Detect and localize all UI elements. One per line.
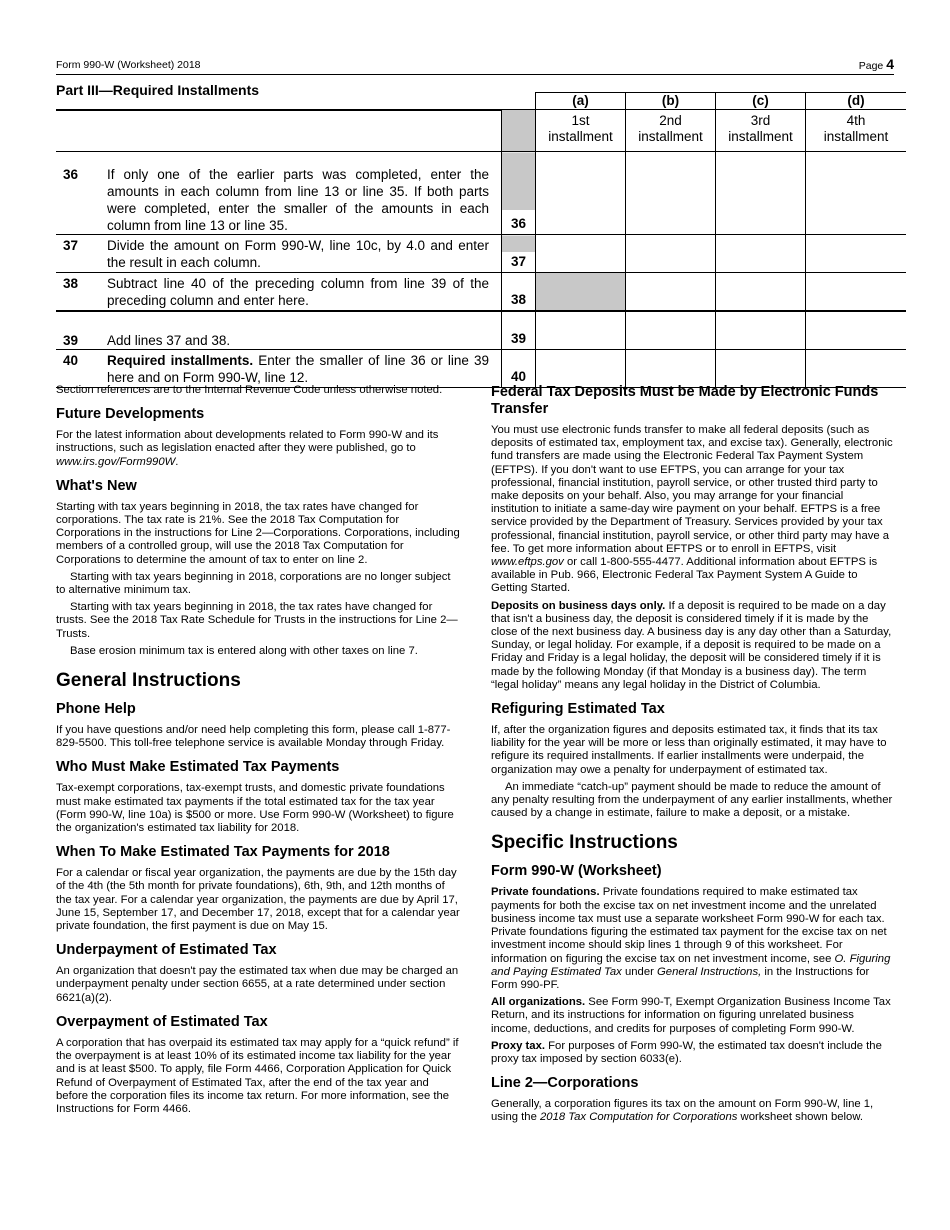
- general-instructions-heading: General Instructions: [56, 670, 241, 692]
- future-developments-heading: Future Developments: [56, 406, 205, 423]
- col-b-label: 2nd installment: [626, 110, 716, 152]
- page-header: [56, 54, 894, 75]
- line-39-d[interactable]: [806, 311, 907, 350]
- phone-help-heading: Phone Help: [56, 701, 136, 718]
- line-39-text: Add lines 37 and 38.: [107, 311, 502, 350]
- who-must-heading: Who Must Make Estimated Tax Payments: [56, 759, 340, 776]
- line-40-b[interactable]: [626, 350, 716, 388]
- refiguring-p2: An immediate “catch-up” payment should be made to reduce the amount of any penalty resulting from the underpayment of any earlier installments, whether caused by a change in estimate, failure to make a deposit, or a mistake.: [491, 780, 893, 820]
- phone-help-text: If you have questions and/or need help completing this form, please call 1-877-829-5500. This toll-free telephone service is available Monday through Friday.: [56, 724, 451, 750]
- whats-new-p2: Starting with tax years beginning in 2018, corporations are no longer subject to alternative minimum tax.: [56, 570, 451, 597]
- table-row-39: 39 Add lines 37 and 38. 39: [56, 311, 906, 350]
- col-b-letter: (b): [626, 93, 716, 110]
- overpayment-heading: Overpayment of Estimated Tax: [56, 1013, 268, 1030]
- refiguring-p1: If, after the organization figures and deposits estimated tax, it finds that its tax liability for the year will be more or less than originally estimated, it may have to refigure its required installments. If earlier installments were underpaid, the organization may owe a penalty for underpayment of estimated tax.: [491, 724, 887, 776]
- line-39-a[interactable]: [536, 311, 626, 350]
- line-38-text: Subtract line 40 of the preceding column from line 39 of the preceding column and enter here.: [107, 273, 502, 312]
- proxy-tax-text: Proxy tax. For purposes of Form 990-W, the estimated tax doesn't include the proxy tax imposed by section 6033(e).: [491, 1039, 882, 1065]
- form-title: Form 990-W (Worksheet) 2018: [56, 59, 201, 71]
- whats-new-p3: Starting with tax years beginning in 2018, the tax rates have changed for trusts. See the 2018 Tax Rate Schedule for Trusts in the instructions for Line 2—Trusts.: [56, 601, 458, 640]
- specific-instructions-heading: Specific Instructions: [491, 832, 678, 854]
- underpayment-text: An organization that doesn't pay the estimated tax when due may be charged an underpayment penalty under section 6655, at a rate determined under section 6621(a)(2).: [56, 965, 459, 1004]
- underpayment-heading: Underpayment of Estimated Tax: [56, 942, 277, 959]
- line-37-d[interactable]: [806, 235, 907, 273]
- overpayment-text: A corporation that has overpaid its estimated tax may apply for a “quick refund” if the overpayment is at least 10% of its estimated income tax liability for the year and is at least $500. To apply, file Form 4466, Corporation Application for Quick Refund of Overpayment of Estimated Tax, after the end of the tax year and before the corporation files its income tax return. For more information, see the Instructions for Form 4466.: [56, 1036, 459, 1115]
- refiguring-heading: Refiguring Estimated Tax: [491, 701, 665, 718]
- page-number: Page 4: [858, 56, 894, 72]
- irs-link[interactable]: www.irs.gov/Form990W: [56, 455, 176, 468]
- left-column: [56, 384, 461, 1120]
- future-developments-text: For the latest information about developments related to Form 990-W and its instructions, such as legislation enacted after they were published, go to www.irs.gov/Form990W.: [56, 429, 439, 468]
- line-37-b[interactable]: [626, 235, 716, 273]
- line-36-d[interactable]: [806, 152, 907, 235]
- form-990w-heading: Form 990-W (Worksheet): [491, 863, 662, 880]
- section-references-note: Section references are to the Internal Revenue Code unless otherwise noted.: [56, 384, 443, 396]
- line-37-c[interactable]: [716, 235, 806, 273]
- who-must-text: Tax-exempt corporations, tax-exempt trusts, and domestic private foundations must make estimated tax payments if the total estimated tax for the tax year (Form 990-W, line 10a) is $500 or more. Use Form 990-W (Worksheet) to figure the organization's estimated tax liability for 2018.: [56, 782, 454, 835]
- business-days-text: Deposits on business days only. If a deposit is required to be made on a day that isn't a business day, the deposit is considered timely if it is made by the close of the next business day. A business day is any day other than a Saturday, Sunday, or legal holiday. For example, if a deposit is required to be made on a Friday and Friday is a legal holiday, the deposit will be considered timely if it is made by the following Monday (if that Monday is a business day). The term “legal holiday” means any legal holiday in the District of Columbia.: [491, 599, 892, 691]
- ftd-heading: Federal Tax Deposits Must be Made by Electronic Funds Transfer: [491, 384, 879, 417]
- col-d-letter: (d): [806, 93, 907, 110]
- line-36-c[interactable]: [716, 152, 806, 235]
- col-a-letter: (a): [536, 93, 626, 110]
- part-iii-title: Part III—Required Installments: [56, 82, 260, 98]
- right-column: [491, 384, 894, 1129]
- col-c-label: 3rd installment: [716, 110, 806, 152]
- line-38-b[interactable]: [626, 273, 716, 312]
- ftd-text: You must use electronic funds transfer to make all federal deposits (such as deposits of estimated tax, employment tax, and excise tax). Generally, electronic fund transfers are made using the Electronic Federal Tax Payment System (EFTPS). If you don't want to use EFTPS, you can arrange for your tax professional, financial institution, payroll service, or other trusted third party to make deposits on your behalf. Also, you may arrange for your financial institution to initiate a same-day wire payment on your behalf. EFTPS is a free service provided by the Department of Treasury. Services provided by your tax professional, financial institution, payroll service, or other third party may have a fee. To get more information about EFTPS or to enroll in EFTPS, visit www.eftps.gov or call 1-800-555-4477. Additional information about EFTPS is available in Pub. 966, Electronic Federal Tax Payment System A Guide to Getting Started.: [491, 424, 893, 595]
- table-row-40: 40 Required installments. Enter the smaller of line 36 or line 39 here and on Form 990-W, line 12. 40: [56, 350, 906, 388]
- all-organizations-text: All organizations. See Form 990-T, Exempt Organization Business Income Tax Return, and its instructions for information on figuring unrelated business income, deductions, and credits for purposes of completing Form 990-W.: [491, 996, 891, 1035]
- line-40-d[interactable]: [806, 350, 907, 388]
- table-row-38: 38 Subtract line 40 of the preceding column from line 39 of the preceding column and enter here. 38: [56, 273, 906, 312]
- line-40-text: Required installments. Enter the smaller of line 36 or line 39 here and on Form 990-W, line 12.: [107, 350, 502, 388]
- line-36-a[interactable]: [536, 152, 626, 235]
- col-c-letter: (c): [716, 93, 806, 110]
- whats-new-p4: Base erosion minimum tax is entered along with other taxes on line 7.: [70, 644, 418, 657]
- line-40-c[interactable]: [716, 350, 806, 388]
- line-36-text: If only one of the earlier parts was completed, enter the amounts in each column from line 13 or line 35. If both parts were completed, enter the smaller of the amounts in each column from line 13 or line 35.: [107, 152, 502, 235]
- line-37-text: Divide the amount on Form 990-W, line 10c, by 4.0 and enter the result in each column.: [107, 235, 502, 273]
- line-37-a[interactable]: [536, 235, 626, 273]
- col-d-label: 4th installment: [806, 110, 907, 152]
- line-40-a[interactable]: [536, 350, 626, 388]
- col-a-label: 1st installment: [536, 110, 626, 152]
- line2-corporations-heading: Line 2—Corporations: [491, 1075, 639, 1092]
- table-row-36: 36 If only one of the earlier parts was completed, enter the amounts in each column from line 13 or line 35. If both parts were completed, enter the smaller of the amounts in each column from line 13 or line 35. 36: [56, 152, 906, 235]
- line-39-c[interactable]: [716, 311, 806, 350]
- line-38-d[interactable]: [806, 273, 907, 312]
- when-to-heading: When To Make Estimated Tax Payments for 2018: [56, 844, 390, 861]
- eftps-link[interactable]: www.eftps.gov: [491, 556, 564, 569]
- installments-table: [56, 92, 906, 388]
- when-to-text: For a calendar or fiscal year organization, the payments are due by the 15th day of the 4th (the 5th month for private foundations), 6th, 9th, and 12th months of the tax year. For a calendar year organization, the payments are due by April 17, June 15, September 17, and December 17, 2018, except that for a calendar year private foundation, the first payment is due on May 15.: [56, 867, 460, 933]
- line-38-c[interactable]: [716, 273, 806, 312]
- line-38-a: [536, 273, 626, 312]
- line-39-b[interactable]: [626, 311, 716, 350]
- private-foundations-text: Private foundations. Private foundations required to make estimated tax payments for both the excise tax on net investment income and the unrelated business income tax must use a separate worksheet Form 990-W for each tax. Private foundations figuring the estimated tax payment for the excise tax on net investment income should skip lines 1 through 9 of this worksheet. For information on figuring the excise tax on net investment income, see O. Figuring and Paying Estimated Tax under General Instructions, in the Instructions for Form 990-PF.: [491, 886, 891, 991]
- line-36-b[interactable]: [626, 152, 716, 235]
- line2-corporations-text: Generally, a corporation figures its tax on the amount on Form 990-W, line 1, using the 2018 Tax Computation for Corporations worksheet shown below.: [491, 1098, 874, 1124]
- whats-new-p1: Starting with tax years beginning in 2018, the tax rates have changed for corporations. The tax rate is 21%. See the 2018 Tax Computation for Corporations in the instructions for Line 2—Corporations. Corporations, including members of a controlled group, will use the 2018 Tax Computation for Corporations to determine the amount of tax to enter on line 2.: [56, 500, 460, 566]
- whats-new-heading: What's New: [56, 477, 137, 494]
- table-row-37: 37 Divide the amount on Form 990-W, line 10c, by 4.0 and enter the result in each column. 37: [56, 235, 906, 273]
